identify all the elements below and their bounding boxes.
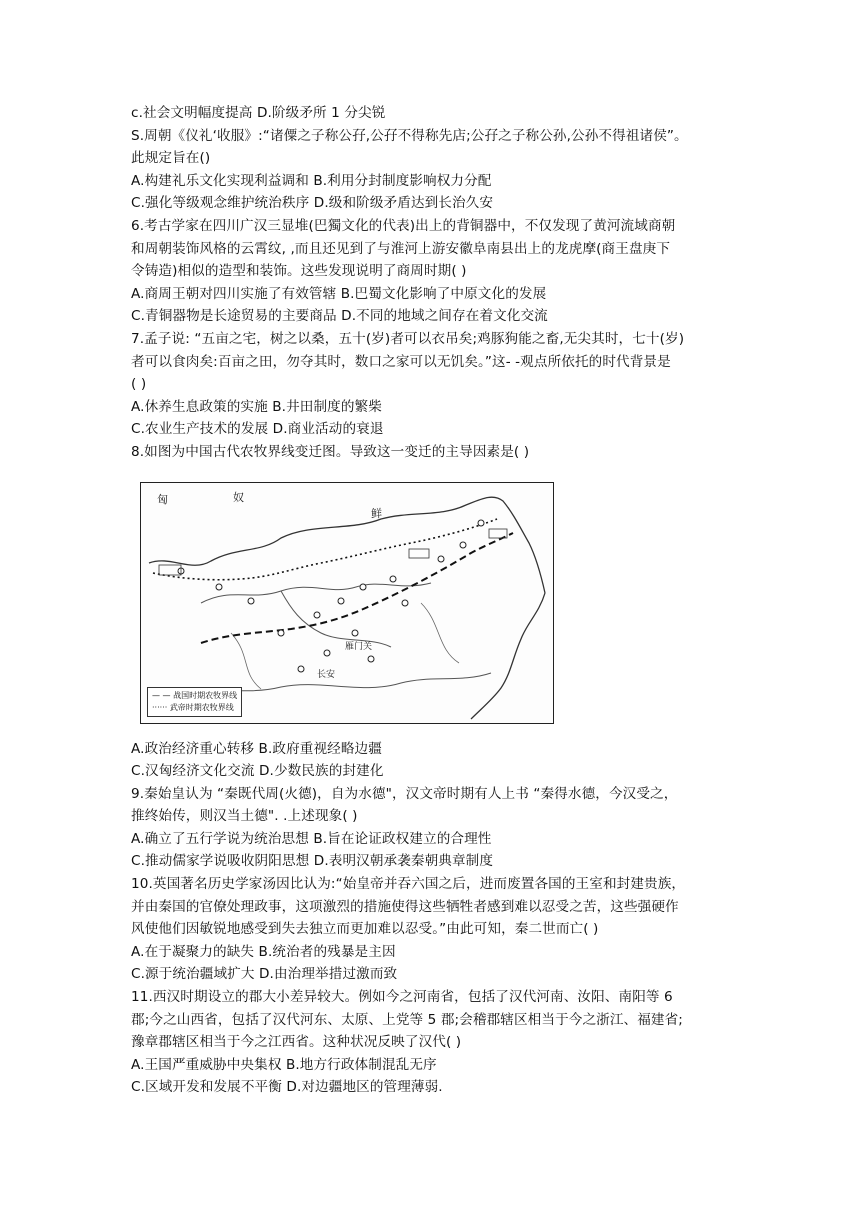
- map-label-xiong: 匈: [157, 492, 168, 506]
- question-8-options: C.汉匈经济文化交流 D.少数民族的封建化: [131, 763, 384, 780]
- question-9-options: A.确立了五行学说为统治思想 B.旨在论证政权建立的合理性: [131, 830, 492, 847]
- map-label-yanmen: 雁门关: [345, 641, 373, 652]
- question-10-options: C.源于统治疆域扩大 D.由治理举措过激而致: [131, 966, 398, 983]
- question-10-stem: 并由秦国的官僚处理政事，这项激烈的措施使得这些牺牲者感到难以忍受之苦，这些强硬作: [131, 898, 679, 915]
- question-9-stem: 9.秦始皇认为 “秦既代周(火德)，自为水德"，汉文帝时期有人上书 “秦得水德，今汉受之，: [131, 785, 678, 802]
- document-page: [131, 102, 741, 1099]
- map-label-nu: 奴: [233, 490, 244, 504]
- north-border: [149, 497, 545, 593]
- question-10-options: A.在于凝聚力的缺失 B.统治者的残暴是主因: [131, 943, 396, 960]
- question-11-options: C.区域开发和发展不平衡 D.对边疆地区的管理薄弱.: [131, 1079, 443, 1096]
- question-5-stem: S.周朝《仪礼‘收服》:“诸僳之子称公孖,公孖不得称先店;公孖之子称公孙,公孙不得祖诸侯”。: [131, 127, 688, 144]
- question-7-options: C.农业生产技术的发展 D.商业活动的衰退: [131, 421, 384, 438]
- question-7-stem: 者可以食肉矣:百亩之田，勿夺其时，数口之家可以无饥矣。”这- -观点所依托的时代背景是: [131, 353, 671, 370]
- question-8-stem: 8.如图为中国古代农牧界线变迁图。导致这一变迁的主导因素是( ): [131, 443, 530, 460]
- question-11-stem: 豫章郡辖区相当于今之江西省。这种状况反映了汉代( ): [131, 1034, 462, 1051]
- question-7-stem: ( ): [131, 376, 147, 393]
- question-10-stem: 风使他们因敏锐地感受到失去独立而更加难以忍受。”由此可知，秦二世而亡( ): [131, 921, 599, 938]
- map-legend: [147, 687, 242, 717]
- map-label-xianbei: 鲜: [371, 506, 382, 520]
- coastline: [471, 593, 545, 719]
- agro-pastoral-boundary-map: [140, 482, 554, 724]
- question-10-stem: 10.英国著名历史学家汤因比认为:“始皇帝并吞六国之后，进而废置各国的王室和封建贵族，: [131, 876, 686, 893]
- map-label-changan: 长安: [317, 669, 336, 680]
- question-11-stem: 郡;今之山西省，包括了汉代河东、太原、上党等 5 郡;会稽郡辖区相当于今之浙江、福建省;: [131, 1011, 683, 1028]
- legend-wudi: ······ 武帝时期农牧界线: [152, 702, 234, 712]
- question-7-stem: 7.孟子说: “五亩之宅，树之以桑，五十(岁)者可以衣吊矣;鸡豚狗能之畜,无尖其时，七十(岁): [131, 330, 685, 347]
- river: [231, 633, 261, 689]
- question-6-stem: 和周朝装饰风格的云霄纹, ,而且还见到了与淮河上游安徽阜南县出上的龙虎摩(商王盘庚下: [131, 240, 671, 257]
- option-line: c.社会文明幅度提高 D.阶级矛所 1 分尖锐: [131, 105, 386, 121]
- question-6-options: A.商周王朝对四川实施了有效管辖 B.巴蜀文化影响了中原文化的发展: [131, 285, 547, 302]
- question-11-options: A.王国严重威胁中央集权 B.地方行政体制混乱无序: [131, 1056, 437, 1073]
- question-6-stem: 令铸造)相似的造型和装饰。这些发现说明了商周时期( ): [131, 263, 467, 280]
- question-7-options: A.休养生息政策的实施 B.井田制度的繁柴: [131, 398, 382, 415]
- question-9-options: C.推动儒家学说吸收阴阳思想 D.表明汉朝承袭秦朝典章制度: [131, 853, 494, 870]
- question-6-stem: 6.考古学家在四川广汉三显堆(巴獨文化的代表)出上的背铜器中，不仅发现了黄河流域商朝: [131, 217, 676, 234]
- question-5-stem: 此规定旨在(): [131, 150, 211, 167]
- city-markers: [178, 520, 484, 672]
- question-5-options: A.构建礼乐文化实现利益调和 B.利用分封制度影响权力分配: [131, 172, 492, 189]
- question-5-options: C.强化等级观念维护统治秩序 D.级和阶级矛盾达到长治久安: [131, 195, 494, 212]
- region-boxes: [159, 529, 507, 575]
- question-11-stem: 11.西汉时期设立的郡大小差异较大。例如今之河南省，包括了汉代河南、汝阳、南阳等 6: [131, 989, 673, 1006]
- question-6-options: C.青铜器物是长途贸易的主要商品 D.不同的地域之间存在着文化交流: [131, 308, 548, 325]
- question-9-stem: 推终始传，则汉当土德". .上述现象( ): [131, 808, 358, 825]
- river: [421, 603, 459, 663]
- legend-warring-states: — — 战国时期农牧界线: [152, 690, 238, 700]
- question-8-options: A.政治经济重心转移 B.政府重视经略边疆: [131, 740, 382, 757]
